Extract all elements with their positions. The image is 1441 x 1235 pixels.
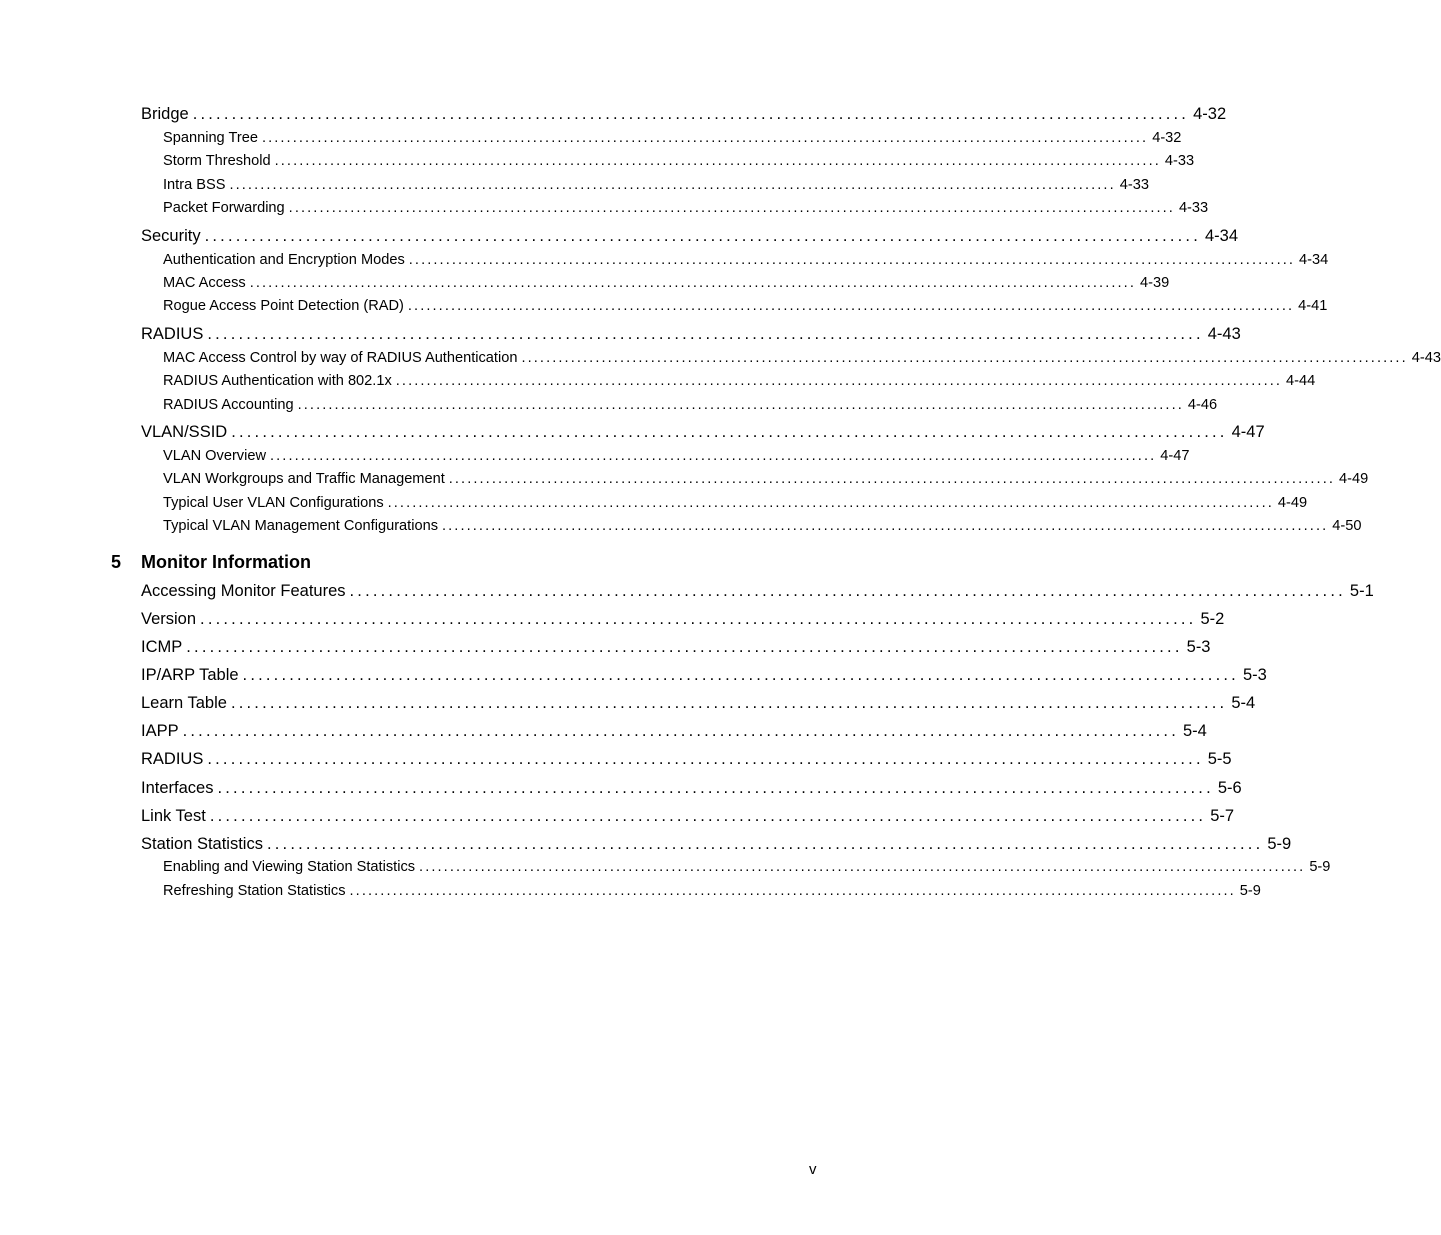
dot-leader: ................................................................................................................................................: [249, 275, 1136, 291]
toc-entry[interactable]: [0, 666, 1267, 690]
toc-entry-page: 4-33: [1119, 177, 1149, 193]
dot-leader: ................................................................................................................................: [182, 722, 1179, 740]
dot-leader: ................................................................................................................................................: [442, 518, 1329, 534]
chapter-heading[interactable]: [111, 552, 311, 573]
toc-entry[interactable]: [0, 105, 1227, 129]
dot-leader: ................................................................................................................................................: [297, 397, 1184, 413]
toc-entry-page: 4-47: [1160, 448, 1190, 464]
chapter-title: Monitor Information: [141, 552, 311, 572]
dot-leader: ................................................................................................................................: [204, 227, 1201, 245]
chapter-number: 5: [111, 552, 122, 572]
toc-entry-page: 5-2: [1200, 610, 1225, 628]
toc-entry[interactable]: [0, 610, 1225, 634]
toc-entry[interactable]: [0, 518, 1362, 538]
dot-leader: ................................................................................................................................: [242, 666, 1239, 684]
toc-entry-page: 4-43: [1411, 350, 1441, 366]
toc-entry[interactable]: [0, 835, 1292, 859]
toc-entry[interactable]: [0, 350, 1441, 370]
toc-entry-page: 5-3: [1242, 666, 1267, 684]
dot-leader: ................................................................................................................................: [186, 638, 1183, 656]
toc-entry[interactable]: [0, 275, 1170, 295]
toc-entry-page: 4-33: [1164, 153, 1195, 169]
toc-entry-page: 4-50: [1332, 518, 1362, 534]
toc-entry-label: RADIUS: [141, 750, 204, 768]
toc-entry-page: 4-32: [1152, 130, 1182, 146]
toc-entry-label: Rogue Access Point Detection (RAD): [163, 298, 404, 314]
dot-leader: ................................................................................................................................................: [349, 883, 1236, 899]
toc-entry-page: 5-4: [1183, 722, 1207, 740]
dot-leader: ................................................................................................................................: [349, 582, 1346, 600]
toc-entry-page: 4-44: [1286, 373, 1316, 389]
toc-entry-page: 4-34: [1205, 227, 1239, 245]
dot-leader: ................................................................................................................................................: [408, 252, 1296, 268]
toc-entry[interactable]: [0, 200, 1209, 220]
dot-leader: ................................................................................................................................................: [274, 153, 1161, 169]
toc-entry-label: Learn Table: [141, 694, 227, 712]
dot-leader: ................................................................................................................................................: [395, 373, 1283, 389]
toc-entry-label: ICMP: [141, 638, 183, 656]
toc-entry-page: 4-46: [1187, 397, 1218, 413]
toc-entry-page: 4-33: [1178, 200, 1209, 216]
toc-entry[interactable]: [0, 397, 1218, 417]
toc-entry[interactable]: [0, 177, 1149, 197]
toc-entry-label: Authentication and Encryption Modes: [163, 252, 405, 268]
toc-entry-page: 4-49: [1277, 495, 1308, 511]
toc-entry[interactable]: [0, 750, 1232, 774]
toc-entry[interactable]: [0, 373, 1316, 393]
toc-entry[interactable]: [0, 298, 1328, 318]
dot-leader: ................................................................................................................................................: [407, 298, 1295, 314]
dot-leader: ................................................................................................................................................: [448, 471, 1336, 487]
toc-entry-page: 5-9: [1239, 883, 1261, 899]
dot-leader: ................................................................................................................................: [231, 423, 1228, 441]
toc-entry-page: 5-9: [1309, 859, 1331, 875]
toc-entry-label: Security: [141, 227, 201, 245]
dot-leader: ................................................................................................................................................: [419, 859, 1306, 875]
toc-entry-page: 4-49: [1339, 471, 1369, 487]
toc-entry-label: Enabling and Viewing Station Statistics: [163, 859, 416, 875]
toc-entry[interactable]: [0, 779, 1242, 803]
dot-leader: ................................................................................................................................: [207, 325, 1204, 343]
toc-entry-page: 4-47: [1231, 423, 1265, 441]
toc-entry-page: 4-34: [1299, 252, 1329, 268]
toc-entry[interactable]: [0, 638, 1211, 662]
dot-leader: ................................................................................................................................................: [270, 448, 1157, 464]
toc-entry-label: Station Statistics: [141, 835, 263, 853]
dot-leader: ................................................................................................................................................: [261, 130, 1149, 146]
toc-entry[interactable]: [0, 859, 1331, 879]
toc-entry-label: RADIUS Accounting: [163, 397, 294, 413]
toc-entry[interactable]: [0, 153, 1195, 173]
toc-entry-label: Bridge: [141, 105, 189, 123]
toc-entry-label: Intra BSS: [163, 177, 226, 193]
toc-entry-label: Link Test: [141, 807, 206, 825]
toc-entry[interactable]: [0, 495, 1308, 515]
toc-entry-label: MAC Access: [163, 275, 246, 291]
toc-entry-label: Spanning Tree: [163, 130, 258, 146]
dot-leader: ................................................................................................................................: [209, 807, 1207, 825]
dot-leader: ................................................................................................................................: [217, 779, 1214, 797]
toc-entry-label: Packet Forwarding: [163, 200, 285, 216]
toc-entry-page: 5-1: [1349, 582, 1374, 600]
dot-leader: ................................................................................................................................: [230, 694, 1228, 712]
toc-entry-page: 4-32: [1193, 105, 1227, 123]
toc-entry-page: 5-7: [1210, 807, 1235, 825]
dot-leader: ................................................................................................................................: [200, 610, 1197, 628]
toc-entry[interactable]: [0, 227, 1239, 251]
dot-leader: ................................................................................................................................: [192, 105, 1190, 123]
toc-entry-label: Storm Threshold: [163, 153, 271, 169]
toc-entry-label: Accessing Monitor Features: [141, 582, 346, 600]
toc-entry[interactable]: [0, 582, 1374, 606]
toc-entry-label: MAC Access Control by way of RADIUS Authentication: [163, 350, 518, 366]
dot-leader: ................................................................................................................................................: [387, 495, 1274, 511]
toc-entry-label: Refreshing Station Statistics: [163, 883, 346, 899]
toc-entry[interactable]: [0, 130, 1182, 150]
toc-entry-page: 4-41: [1298, 298, 1328, 314]
toc-entry-label: Interfaces: [141, 779, 214, 797]
toc-entry[interactable]: [0, 694, 1256, 718]
toc-entry-label: VLAN Workgroups and Traffic Management: [163, 471, 445, 487]
toc-entry[interactable]: [0, 423, 1265, 447]
toc-entry-label: Version: [141, 610, 197, 628]
toc-entry-page: 4-43: [1207, 325, 1241, 343]
dot-leader: ................................................................................................................................................: [288, 200, 1175, 216]
toc-entry-label: IP/ARP Table: [141, 666, 239, 684]
toc-entry[interactable]: [0, 883, 1261, 903]
toc-entry-page: 4-39: [1139, 275, 1170, 291]
toc-entry[interactable]: [0, 807, 1235, 831]
dot-leader: ................................................................................................................................................: [521, 350, 1408, 366]
toc-entry-label: RADIUS Authentication with 802.1x: [163, 373, 392, 389]
dot-leader: ................................................................................................................................: [207, 750, 1204, 768]
toc-entry-page: 5-5: [1207, 750, 1232, 768]
dot-leader: ................................................................................................................................................: [229, 177, 1116, 193]
toc-entry-label: Typical VLAN Management Configurations: [163, 518, 438, 534]
dot-leader: ................................................................................................................................: [266, 835, 1264, 853]
toc-entry-label: RADIUS: [141, 325, 204, 343]
toc-entry[interactable]: [0, 448, 1190, 468]
page-number: v: [809, 1161, 817, 1178]
toc-entry-label: VLAN Overview: [163, 448, 266, 464]
toc-entry[interactable]: [0, 722, 1207, 746]
toc-entry[interactable]: [0, 252, 1329, 272]
toc-entry-label: VLAN/SSID: [141, 423, 228, 441]
toc-entry-page: 5-6: [1217, 779, 1242, 797]
toc-entry-label: Typical User VLAN Configurations: [163, 495, 384, 511]
toc-entry-page: 5-3: [1186, 638, 1211, 656]
toc-entry-page: 5-9: [1267, 835, 1292, 853]
toc-entry[interactable]: [0, 471, 1369, 491]
toc-entry-page: 5-4: [1231, 694, 1256, 712]
toc-entry[interactable]: [0, 325, 1241, 349]
toc-entry-label: IAPP: [141, 722, 179, 740]
